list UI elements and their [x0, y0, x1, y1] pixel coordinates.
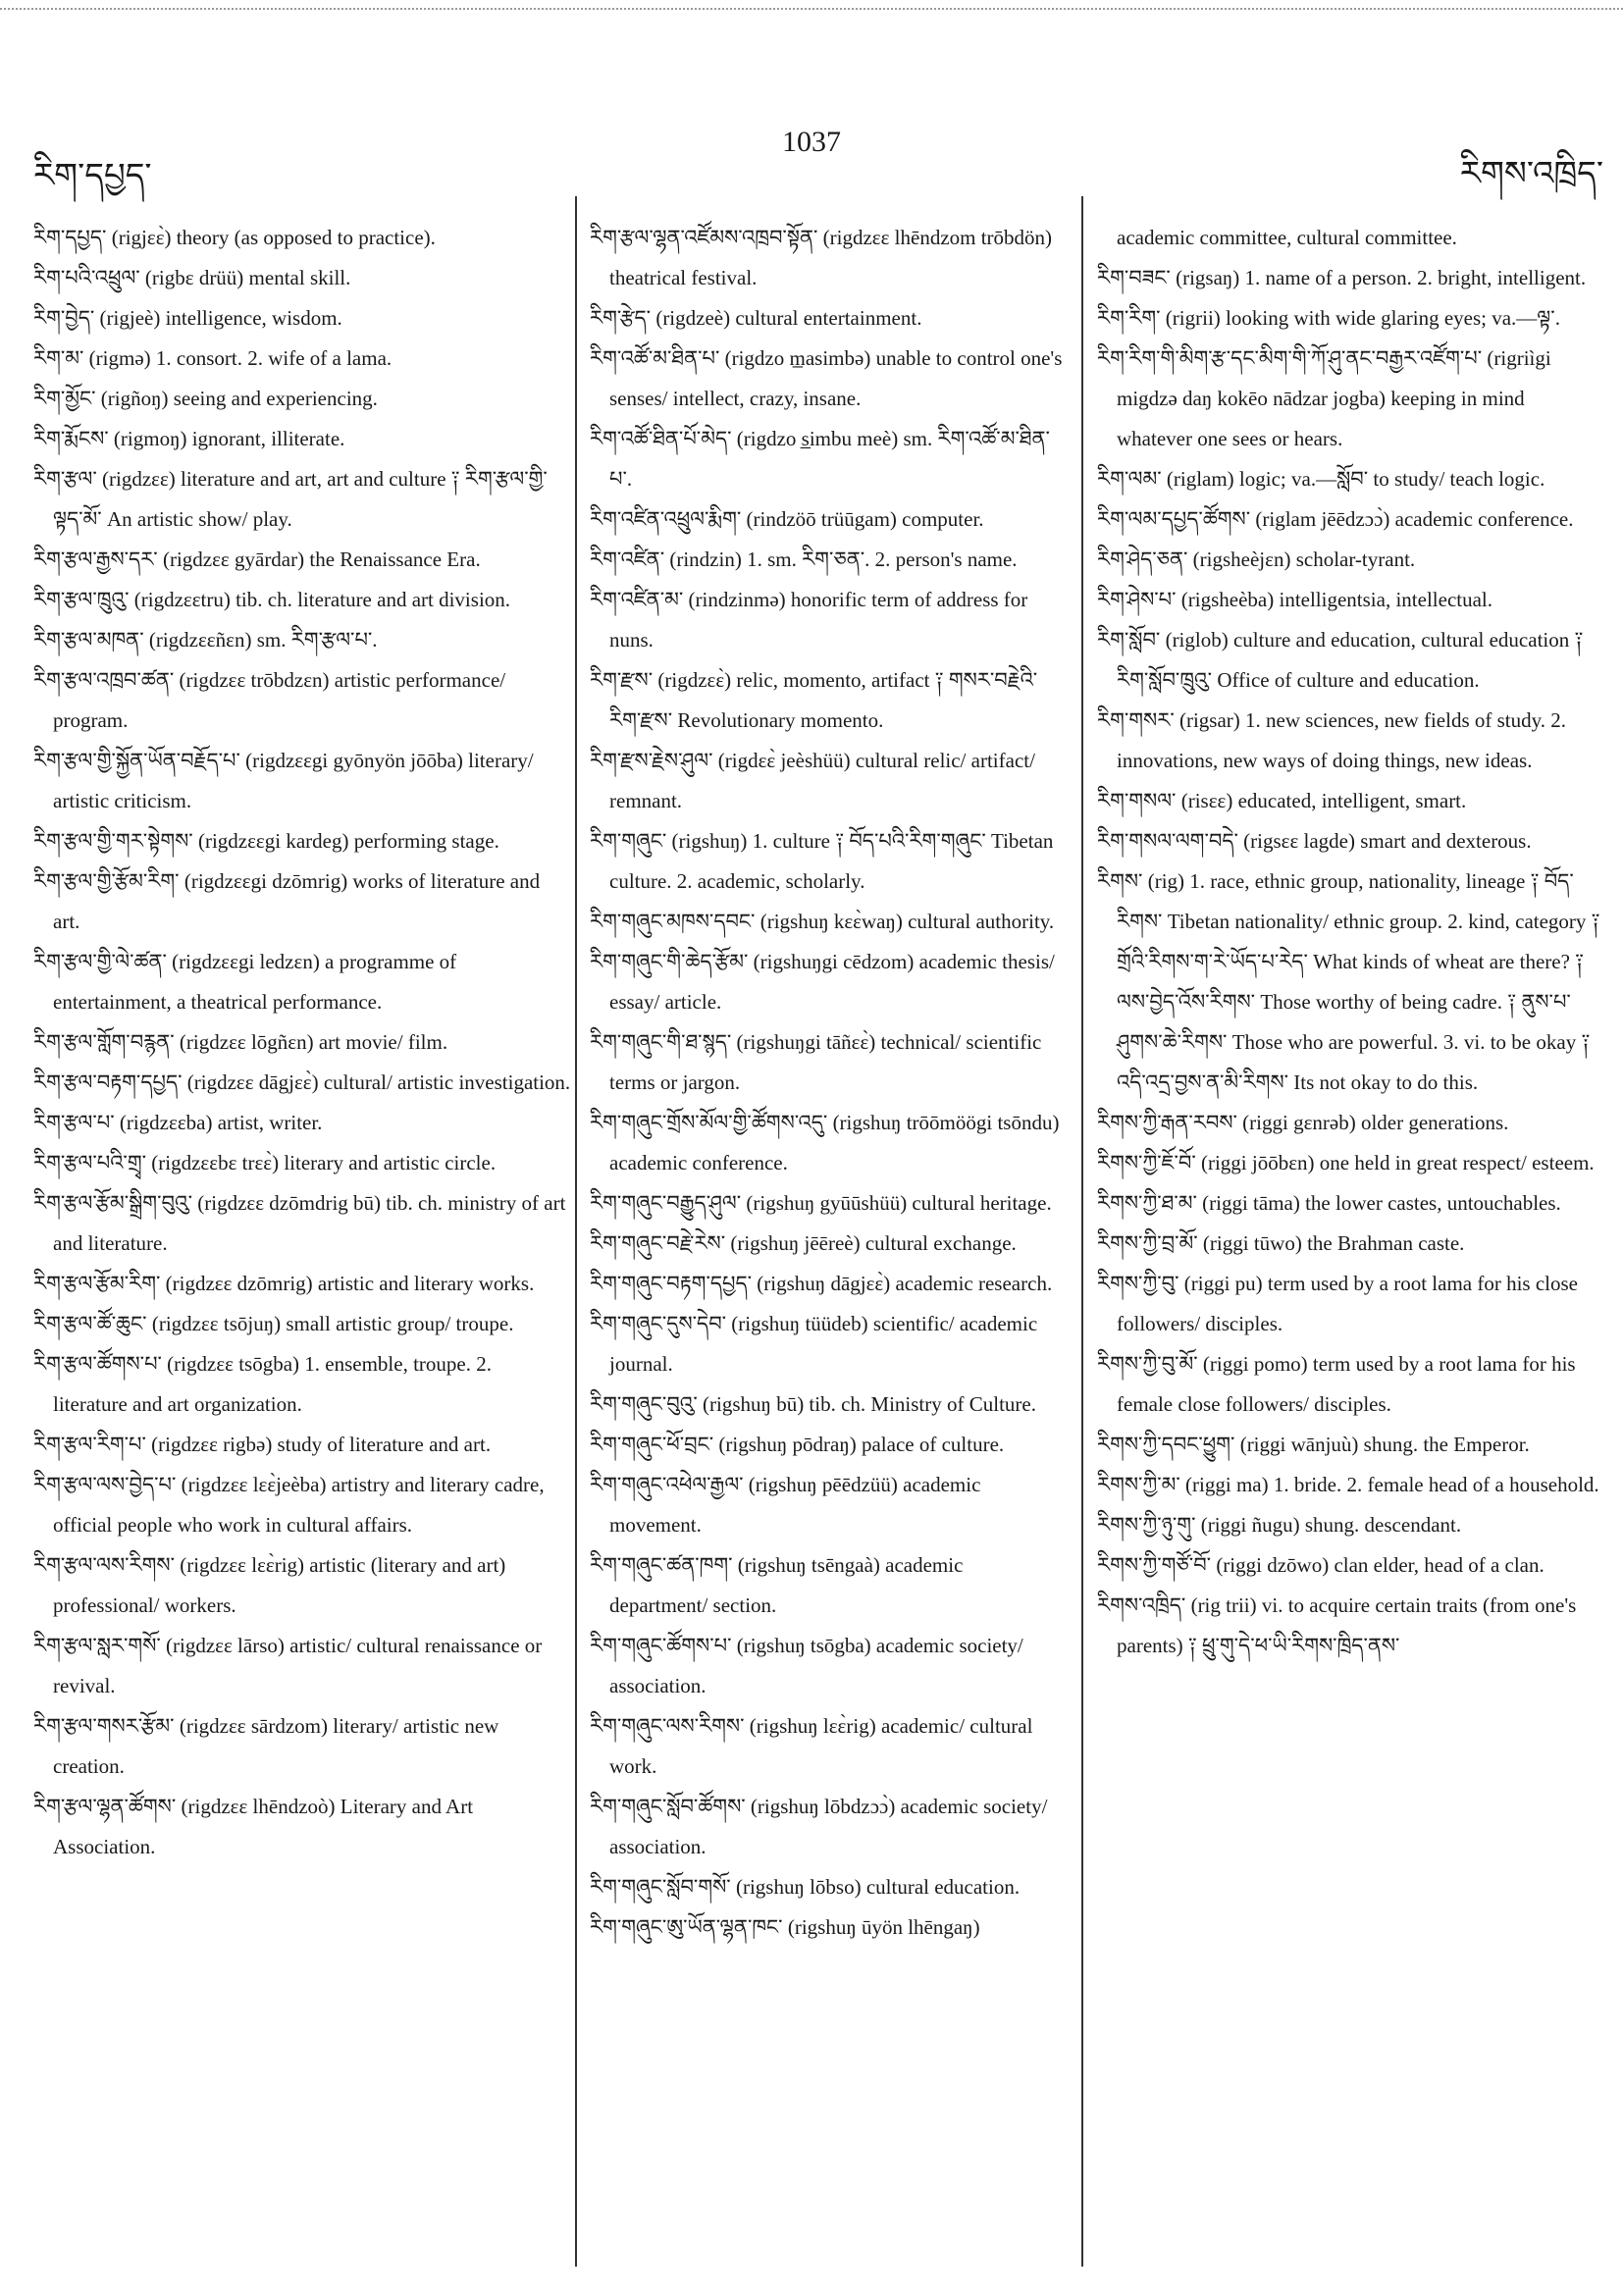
scan-top-edge [0, 8, 1623, 10]
entries-column-3 [1097, 218, 1603, 2259]
dictionary-entry: རིག་རྩལ་ཁྲུའུ་ (rigdzɛɛtru) tib. ch. literature and art division. [33, 588, 511, 611]
dictionary-entry: རིགས་ཀྱི་བུ་ (riggi pu) term used by a root lama for his close followers/ disciples. [1097, 1272, 1578, 1335]
dictionary-entry: རིག་རྩལ་བརྟག་དཔྱད་ (rigdzɛɛ dāgjɛɛ̀) cultural/ artistic investigation. [33, 1070, 571, 1094]
dictionary-entry: རིག་རྩལ་གློག་བརྙན་ (rigdzɛɛ lōgñɛn) art movie/ film. [33, 1030, 448, 1054]
dictionary-entry: རིག་མྱོང་ (rigñoŋ) seeing and experiencing. [33, 387, 378, 410]
dictionary-entry: རིག་བྱེད་ (rigjeè) intelligence, wisdom. [33, 306, 342, 330]
dictionary-entry: རིག་རྩལ་འཁྲབ་ཚན་ (rigdzɛɛ trōbdzɛn) artistic performance/ program. [33, 668, 506, 732]
dictionary-entry: རིག་གཞུང་མཁས་དབང་ (rigshuŋ kɛɛ̀waŋ) cultural authority. [590, 910, 1055, 933]
dictionary-entry: རིག་གཞུང་བརྟག་དཔྱད་ (rigshuŋ dāgjɛɛ̀) academic research. [590, 1272, 1053, 1295]
page-number: 1037 [782, 126, 841, 158]
dictionary-entry: རིག་གཞུང་ཚན་ཁག་ (rigshuŋ tsēngaà) academic department/ section. [590, 1553, 964, 1617]
dictionary-entry: རིག་སློབ་ (riglob) culture and education, cultural education ༑ རིག་སློབ་ཁྲུའུ་ Office of culture and education. [1097, 628, 1584, 692]
dictionary-entry: རིག་རྩལ་ལྷན་ཚོགས་ (rigdzɛɛ lhēndzoò) Literary and Art Association. [33, 1795, 474, 1858]
dictionary-entry: རིགས་ (rig) 1. race, ethnic group, nationality, lineage ༑ བོད་རིགས་ Tibetan nationality/ ethnic group. 2. kind, category ༑ གྲོའི་རིགས་ག་རེ་ཡོད་པ་རེད་ What kinds of wheat are there? ༑ ལས་བྱེད་འོས་རིགས་ Those worthy of being cadre. ༑ ནུས་པ་ཤུགས་ཆེ་རིགས་ Those who are powerful. 3. vi. to be okay ༑ འདི་འདྲ་བྱས་ན་མི་རིགས་ Its not okay to do this. [1097, 869, 1600, 1094]
dictionary-entry: རིགས་འཁྲིད་ (rig trii) vi. to acquire certain traits (from one's parents) ༑ ཕྲུ་གུ་དེ་ཕ་ཡི་རིགས་ཁྲིད་ནས་ [1097, 1593, 1577, 1657]
dictionary-entry: རིག་འཛིན་ (rindzin) 1. sm. རིག་ཅན་. 2. person's name. [590, 548, 1018, 571]
right-guide-word: རིགས་འཁྲིད་ [1459, 154, 1603, 193]
dictionary-entry: རིག་གཞུང་ལས་རིགས་ (rigshuŋ lɛɛ̀rig) academic/ cultural work. [590, 1714, 1033, 1778]
dictionary-entry: རིགས་ཀྱི་དབང་ཕྱུག་ (riggi wānjuù) shung. the Emperor. [1097, 1433, 1530, 1456]
dictionary-entry: རིག་གཞུང་ (rigshuŋ) 1. culture ༑ བོད་པའི་རིག་གཞུང་ Tibetan culture. 2. academic, scholarly. [590, 829, 1054, 893]
dictionary-entry: རིག་གསར་ (rigsar) 1. new sciences, new fields of study. 2. innovations, new ways of doing things, new ideas. [1097, 708, 1567, 772]
dictionary-entry: རིག་འཚོ་མ་ཐིན་པ་ (rigdzo m̲asimbə) unable to control one's senses/ intellect, crazy, insane. [590, 346, 1063, 410]
dictionary-entry: རིག་རྩལ་མཁན་ (rigdzɛɛñɛn) sm. རིག་རྩལ་པ་. [33, 628, 378, 652]
dictionary-entry: རིག་ལམ་ (riglam) logic; va.—སློབ་ to study/ teach logic. [1097, 467, 1545, 491]
dictionary-entry: རིག་འཛིན་འཕྲུལ་རྨིག་ (rindzöō trüūgam) computer. [590, 507, 984, 531]
dictionary-entry: རིགས་ཀྱི་རྒན་རབས་ (riggi gɛnrəb) older generations. [1097, 1111, 1509, 1134]
dictionary-entry: རིག་རྫས་རྗེས་ཤུལ་ (rigdɛɛ̀ jeèshüü) cultural relic/ artifact/ remnant. [590, 749, 1035, 812]
dictionary-entry: academic committee, cultural committee. [1117, 226, 1457, 249]
dictionary-entry: རིག་རྩལ་གྱི་རྩོམ་རིག་ (rigdzɛɛgi dzōmrig) works of literature and art. [33, 869, 541, 933]
dictionary-entry: རིག་གཞུང་བརྒྱུད་ཤུལ་ (rigshuŋ gyūūshüü) cultural heritage. [590, 1191, 1052, 1215]
dictionary-entry: རིག་རྩལ་གྱི་སྐྱོན་ཡོན་བརྗོད་པ་ (rigdzɛɛgi gyōnyön jōōba) literary/ artistic criticism. [33, 749, 534, 812]
dictionary-entry: རིགས་ཀྱི་མ་ (riggi ma) 1. bride. 2. female head of a household. [1097, 1473, 1599, 1496]
dictionary-entry: རིག་ཤེས་པ་ (rigsheèba) intelligentsia, intellectual. [1097, 588, 1492, 611]
dictionary-entry: རིག་གཞུང་བརྗེ་རེས་ (rigshuŋ jēēreè) cultural exchange. [590, 1231, 1017, 1255]
dictionary-entry: རིགས་ཀྱི་ཉུ་གུ་ (riggi ñugu) shung. descendant. [1097, 1513, 1462, 1537]
dictionary-entry: རིག་རྩལ་ཚོ་ཆུང་ (rigdzɛɛ tsōjuŋ) small artistic group/ troupe. [33, 1312, 514, 1335]
dictionary-entry: རིག་དཔྱད་ (rigjɛɛ̀) theory (as opposed to practice). [33, 226, 436, 249]
dictionary-entry: རིག་རྩལ་རྩོམ་རིག་ (rigdzɛɛ dzōmrig) artistic and literary works. [33, 1272, 535, 1295]
dictionary-entry: རིག་རྩལ་གྱི་ལེ་ཚན་ (rigdzɛɛgi ledzɛn) a programme of entertainment, a theatrical performance. [33, 950, 457, 1014]
dictionary-entry: རིག་གཞུང་སློབ་ཚོགས་ (rigshuŋ lōbdzɔɔ̀) academic society/ association. [590, 1795, 1048, 1858]
dictionary-entry: རིགས་ཀྱི་བྲ་མོ་ (riggi tūwo) the Brahman caste. [1097, 1231, 1465, 1255]
dictionary-entry: རིག་རྩལ་རྩོམ་སྒྲིག་བུའུ་ (rigdzɛɛ dzōmdrig bū) tib. ch. ministry of art and literature. [33, 1191, 566, 1255]
dictionary-entry: རིག་རྩལ་ཚོགས་པ་ (rigdzɛɛ tsōgba) 1. ensemble, troupe. 2. literature and art organization. [33, 1352, 492, 1416]
dictionary-entry: རིག་གསལ་ (risɛɛ) educated, intelligent, smart. [1097, 789, 1467, 812]
dictionary-entry: རིག་རིག་ (rigrii) looking with wide glaring eyes; va.—ལྟ་. [1097, 306, 1560, 330]
dictionary-entry: རིག་ལམ་དཔྱད་ཚོགས་ (riglam jēēdzɔɔ̀) academic conference. [1097, 507, 1574, 531]
dictionary-entry: རིག་གཞུང་ཚོགས་པ་ (rigshuŋ tsōgba) academic society/ association. [590, 1634, 1023, 1697]
column-divider [1081, 196, 1083, 2267]
entries-column-2 [590, 218, 1065, 2259]
dictionary-entry: རིགས་ཀྱི་བུ་མོ་ (riggi pomo) term used by a root lama for his female close followers/ disciples. [1097, 1352, 1576, 1416]
dictionary-entry: རིག་རྩལ་གསར་རྩོམ་ (rigdzɛɛ sārdzom) literary/ artistic new creation. [33, 1714, 499, 1778]
dictionary-entry: རིག་བཟང་ (rigsaŋ) 1. name of a person. 2. bright, intelligent. [1097, 266, 1587, 289]
dictionary-entry: རིགས་ཀྱི་ཐ་མ་ (riggi tāma) the lower castes, untouchables. [1097, 1191, 1561, 1215]
column-divider [575, 196, 577, 2267]
dictionary-entry: རིག་གཞུང་དུས་དེབ་ (rigshuŋ tüüdeb) scientific/ academic journal. [590, 1312, 1038, 1376]
dictionary-entry: རིག་རིག་གི་མིག་རྩ་དང་མིག་གི་ཀོ་ཤུ་ནང་བརྒྱར་འཛོག་པ་ (rigriìgi migdzə daŋ kokēo nādzar jogba) keeping in mind whatever one sees or hears. [1097, 346, 1551, 450]
dictionary-entry: རིག་རྩལ་ (rigdzɛɛ) literature and art, art and culture ༑ རིག་རྩལ་གྱི་ལྟད་མོ་ An artistic show/ play. [33, 467, 548, 531]
dictionary-entry: རིགས་ཀྱི་གཙོ་བོ་ (riggi dzōwo) clan elder, head of a clan. [1097, 1553, 1544, 1577]
dictionary-entry: རིག་གསལ་ལག་བདེ་ (rigsɛɛ lagde) smart and dexterous. [1097, 829, 1532, 853]
dictionary-entry: རིག་རྩལ་རྒྱས་དར་ (rigdzɛɛ gyārdar) the Renaissance Era. [33, 548, 481, 571]
dictionary-entry: རིག་རྩལ་པ་ (rigdzɛɛba) artist, writer. [33, 1111, 323, 1134]
dictionary-entry: རིག་རྩལ་ལས་བྱེད་པ་ (rigdzɛɛ lɛɛ̀jeèba) artistry and literary cadre, official people who work in cultural affairs. [33, 1473, 545, 1537]
dictionary-entry: རིག་འཛིན་མ་ (rindzinmə) honorific term of address for nuns. [590, 588, 1028, 652]
dictionary-entry: རིག་རྩལ་རིག་པ་ (rigdzɛɛ rigbə) study of literature and art. [33, 1433, 492, 1456]
dictionary-entry: རིག་གཞུང་འཕེལ་རྒྱལ་ (rigshuŋ pēēdzüü) academic movement. [590, 1473, 981, 1537]
dictionary-entry: རིག་རྩལ་ལས་རིགས་ (rigdzɛɛ lɛɛ̀rig) artistic (literary and art) professional/ workers. [33, 1553, 506, 1617]
dictionary-entry: རིག་པའི་འཕྲུལ་ (rigbɛ drüü) mental skill. [33, 266, 351, 289]
dictionary-entry: རིགས་ཀྱི་ཇོ་བོ་ (riggi jōōbɛn) one held in great respect/ esteem. [1097, 1151, 1595, 1174]
dictionary-entry: རིག་གཞུང་གི་ཐ་སྙད་ (rigshuŋgi tāñɛɛ̀) technical/ scientific terms or jargon. [590, 1030, 1042, 1094]
dictionary-entry: རིག་འཚོ་ཐིན་པོ་མེད་ (rigdzo s̲imbu meè) sm. རིག་འཚོ་མ་ཐིན་པ་. [590, 427, 1050, 491]
dictionary-entry: རིག་ཤེད་ཅན་ (rigsheèjɛn) scholar-tyrant. [1097, 548, 1416, 571]
dictionary-entry: རིག་གཞུང་ཕོ་བྲང་ (rigshuŋ pōdraŋ) palace of culture. [590, 1433, 1005, 1456]
dictionary-entry: རིག་རྩལ་སླར་གསོ་ (rigdzɛɛ lārso) artistic/ cultural renaissance or revival. [33, 1634, 543, 1697]
dictionary-entry: རིག་རྩལ་གྱི་གར་སྟེགས་ (rigdzɛɛgi kardeg) performing stage. [33, 829, 499, 853]
dictionary-entry: རིག་གཞུང་གི་ཆེད་རྩོམ་ (rigshuŋgi cēdzom) academic thesis/ essay/ article. [590, 950, 1055, 1014]
dictionary-entry: རིག་རྩེད་ (rigdzeè) cultural entertainment. [590, 306, 922, 330]
dictionary-entry: རིག་རྩལ་པའི་གྲྭ་ (rigdzɛɛbɛ trɛɛ̀) literary and artistic circle. [33, 1151, 497, 1174]
dictionary-entry: རིག་མ་ (rigmə) 1. consort. 2. wife of a lama. [33, 346, 393, 370]
left-guide-word: རིག་དཔྱད་ [33, 156, 152, 195]
dictionary-entry: རིག་རྩལ་ལྷན་འཛོམས་འཁྲབ་སྟོན་ (rigdzɛɛ lhēndzom trōbdön) theatrical festival. [590, 226, 1053, 289]
dictionary-entry: རིག་རྨོངས་ (rigmoŋ) ignorant, illiterate. [33, 427, 345, 450]
dictionary-entry: རིག་གཞུང་སློབ་གསོ་ (rigshuŋ lōbso) cultural education. [590, 1875, 1021, 1899]
dictionary-entry: རིག་གཞུང་ཨུ་ཡོན་ལྷན་ཁང་ (rigshuŋ ūyön lhēngaŋ) [590, 1915, 980, 1939]
dictionary-entry: རིག་རྫས་ (rigdzɛɛ̀) relic, momento, artifact ༑ གསར་བརྗེའི་རིག་རྫས་ Revolutionary momento. [590, 668, 1038, 732]
dictionary-entry: རིག་གཞུང་གྲོས་མོལ་གྱི་ཚོགས་འདུ་ (rigshuŋ trōōmöögi tsōndu) academic conference. [590, 1111, 1060, 1174]
entries-column-1 [33, 218, 571, 2259]
dictionary-entry: རིག་གཞུང་བུའུ་ (rigshuŋ bū) tib. ch. Ministry of Culture. [590, 1392, 1036, 1416]
